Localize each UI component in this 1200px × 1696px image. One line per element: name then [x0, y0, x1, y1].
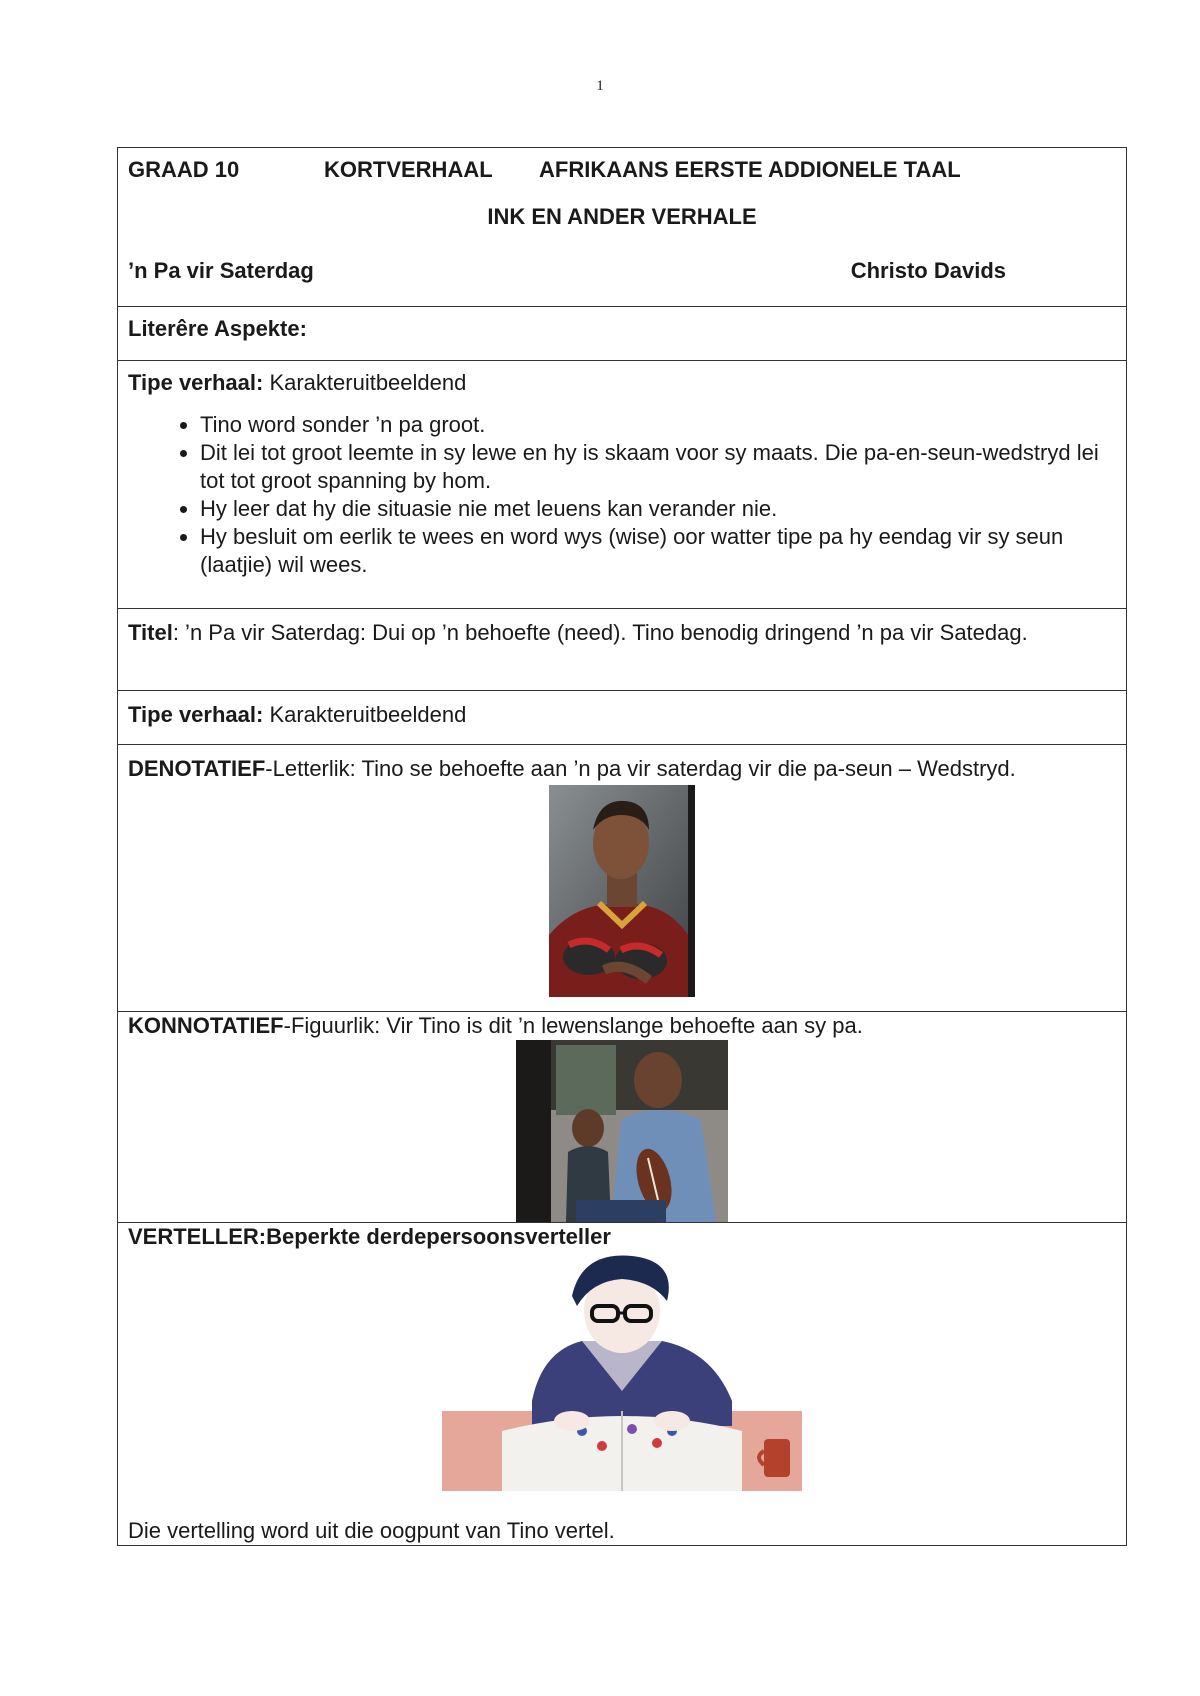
story-type-row-2 — [118, 691, 1126, 745]
story-type-label: Tipe verhaal: — [128, 370, 264, 395]
story-line — [128, 244, 1116, 298]
title-row — [118, 609, 1126, 691]
header-line — [128, 148, 1116, 190]
list-item: • Tino word sonder ’n pa groot. — [200, 411, 1116, 439]
connotative-row — [118, 1012, 1126, 1223]
genre-label: KORTVERHAAL — [324, 157, 493, 182]
author-name: Christo Davids — [850, 258, 1006, 283]
denotative-label: DENOTATIEF — [128, 756, 266, 781]
father-and-son-image — [516, 1040, 728, 1222]
header-row — [118, 148, 1126, 307]
boy-with-football-boots-image — [549, 785, 695, 997]
page-number: 1 — [596, 78, 604, 94]
narrator-value: Beperkte derdepersoonsverteller — [266, 1224, 611, 1249]
grade-label: GRAAD 10 — [128, 157, 240, 182]
story-type-value: Karakteruitbeeldend — [263, 702, 467, 727]
list-item: • Hy leer dat hy die situasie nie met leuens kan verander nie. — [200, 495, 1116, 523]
title-value: : ’n Pa vir Saterdag: Dui op ’n behoefte (need). Tino benodig dringend ’n pa vir Satedag. — [172, 620, 1028, 645]
denotative-row — [118, 745, 1126, 1012]
list-item: • Hy besluit om eerlik te wees en word wys (wise) oor watter tipe pa hy eendag vir sy seun (laatjie) wil wees. — [200, 523, 1116, 579]
story-type-row — [118, 361, 1126, 609]
list-item: • Dit lei tot groot leemte in sy lewe en hy is skaam voor sy maats. Die pa-en-seun-wedstryd lei tot tot groot spanning by hom. — [200, 439, 1116, 495]
reading-person-illustration — [442, 1251, 802, 1491]
story-type-label: Tipe verhaal: — [128, 702, 264, 727]
story-title: ’n Pa vir Saterdag — [128, 258, 314, 283]
collection-title: INK EN ANDER VERHALE — [487, 204, 757, 229]
literary-heading: Literêre Aspekte: — [128, 316, 307, 341]
narrator-row — [118, 1223, 1126, 1545]
literary-aspects-row — [118, 307, 1126, 361]
connotative-value: -Figuurlik: Vir Tino is dit ’n lewenslange behoefte aan sy pa. — [283, 1013, 863, 1038]
story-type-value: Karakteruitbeeldend — [263, 370, 467, 395]
document-table — [117, 147, 1127, 1546]
title-label: Titel — [128, 620, 173, 645]
connotative-label: KONNOTATIEF — [128, 1013, 284, 1038]
story-points-list — [128, 411, 1116, 579]
subject-label: AFRIKAANS EERSTE ADDIONELE TAAL — [539, 157, 961, 182]
denotative-value: -Letterlik: Tino se behoefte aan ’n pa vir saterdag vir die pa-seun – Wedstryd. — [265, 756, 1016, 781]
narrator-note: Die vertelling word uit die oogpunt van Tino vertel. — [128, 1518, 615, 1543]
narrator-label: VERTELLER: — [128, 1224, 267, 1249]
